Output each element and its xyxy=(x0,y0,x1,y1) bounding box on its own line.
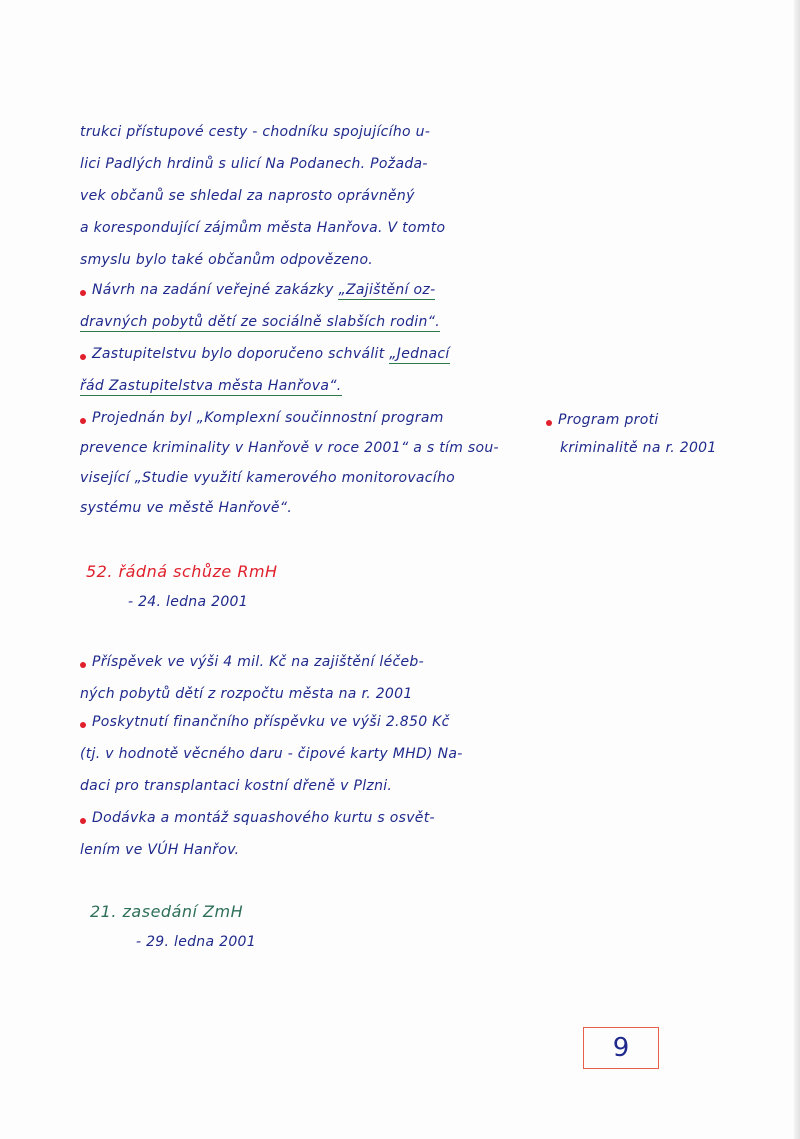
bullet-icon xyxy=(80,818,86,824)
item-2-line-b xyxy=(80,378,342,394)
text-line-3: vek občanů se shledal za naprosto oprávněný xyxy=(80,188,415,204)
margin-note-line-1: Program proti xyxy=(558,412,659,428)
item-2-title-b: řád Zastupitelstva města Hanřova“. xyxy=(80,378,342,394)
text-line-1: trukci přístupové cesty - chodníku spojujícího u- xyxy=(80,124,431,140)
m52-item-3-line-2: lením ve VÚH Hanřov. xyxy=(80,842,240,858)
page-number: 9 xyxy=(612,1033,630,1063)
bullet-icon xyxy=(546,420,552,426)
meeting-52-title: 52. řádná schůze RmH xyxy=(86,562,278,581)
margin-note-line-2: kriminalitě na r. 2001 xyxy=(560,440,717,456)
item-3-line-4: systému ve městě Hanřově“. xyxy=(80,500,293,516)
item-1-line-a xyxy=(92,282,435,298)
item-1-prefix: Návrh na zadání veřejné zakázky xyxy=(92,282,339,298)
bullet-icon xyxy=(80,354,86,360)
m52-item-2-line-3: daci pro transplantaci kostní dřeně v Plzni. xyxy=(80,778,393,794)
text-line-5: smyslu bylo také občanům odpovězeno. xyxy=(80,252,374,268)
m52-item-1-line-1: Příspěvek ve výši 4 mil. Kč na zajištění léčeb- xyxy=(92,654,424,670)
item-3-line-2: prevence kriminality v Hanřově v roce 2001“ a s tím sou- xyxy=(80,440,499,456)
page-edge xyxy=(794,0,800,1139)
m52-item-3-line-1: Dodávka a montáž squashového kurtu s osvět- xyxy=(92,810,435,826)
bullet-icon xyxy=(80,290,86,296)
m52-item-2-line-1: Poskytnutí finančního příspěvku ve výši 2.850 Kč xyxy=(92,714,450,730)
bullet-icon xyxy=(80,418,86,424)
page-number-box xyxy=(583,1027,659,1069)
text-line-4: a korespondující zájmům města Hanřova. V tomto xyxy=(80,220,446,236)
m52-item-2-line-2: (tj. v hodnotě věcného daru - čipové karty MHD) Na- xyxy=(80,746,463,762)
item-1-line-b xyxy=(80,314,440,330)
bullet-icon xyxy=(80,722,86,728)
item-2-line-a xyxy=(92,346,450,362)
item-2-title-a: „Jednací xyxy=(389,346,450,362)
item-1-title-b: dravných pobytů dětí ze sociálně slabších rodin“. xyxy=(80,314,440,330)
meeting-21-date: - 29. ledna 2001 xyxy=(136,934,256,950)
meeting-21-title: 21. zasedání ZmH xyxy=(90,902,244,921)
text-line-2: lici Padlých hrdinů s ulicí Na Podanech. Požada- xyxy=(80,156,428,172)
item-3-line-1: Projednán byl „Komplexní součinnostní program xyxy=(92,410,444,426)
item-3-line-3: visející „Studie využití kamerového monitorovacího xyxy=(80,470,456,486)
bullet-icon xyxy=(80,662,86,668)
item-1-title-a: „Zajištění oz- xyxy=(338,282,436,298)
m52-item-1-line-2: ných pobytů dětí z rozpočtu města na r. 2001 xyxy=(80,686,413,702)
meeting-52-date: - 24. ledna 2001 xyxy=(128,594,248,610)
item-2-prefix: Zastupitelstvu bylo doporučeno schválit xyxy=(92,346,390,362)
